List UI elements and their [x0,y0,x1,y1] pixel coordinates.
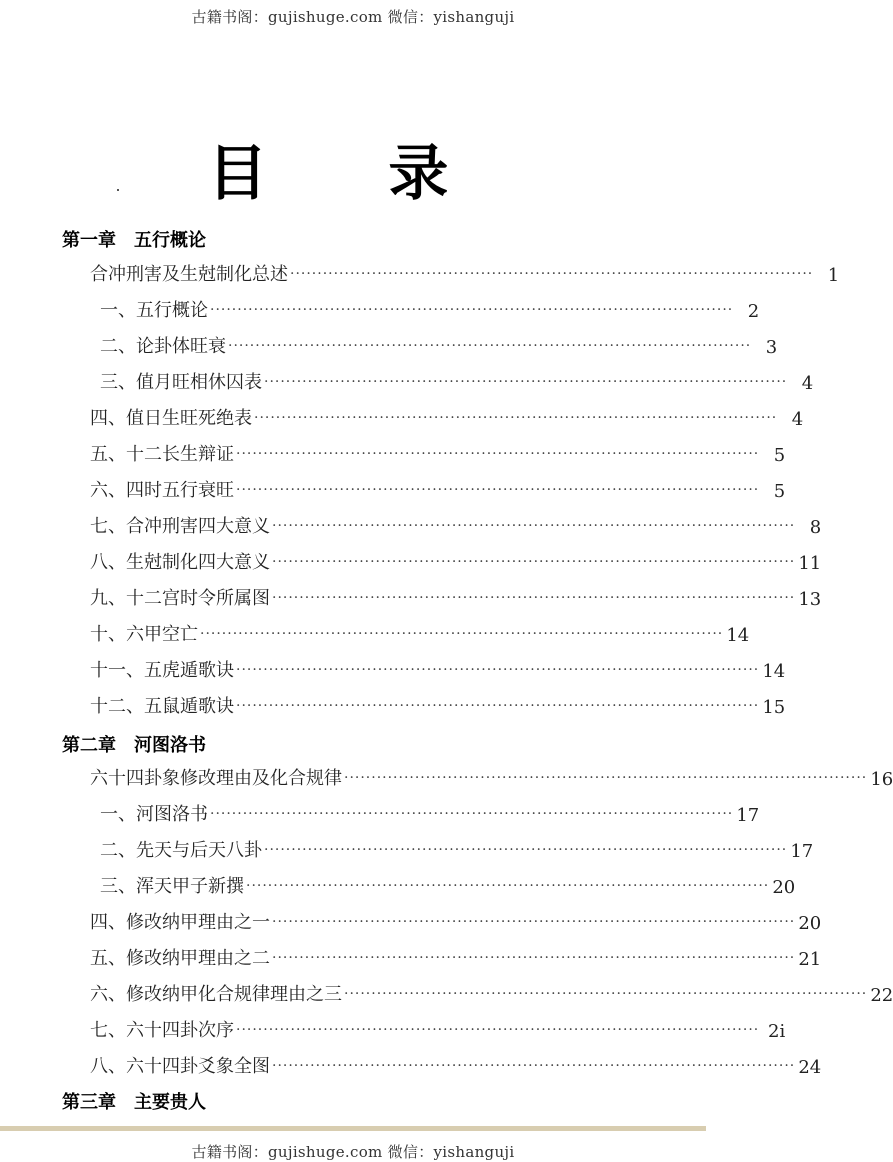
toc-entry-page: 17 [736,805,760,826]
toc-entry-page: 5 [773,445,786,466]
toc-entry[interactable] [90,512,822,538]
footer-divider [0,1126,706,1131]
toc-entry-label: 三、浑天甲子新撰 [100,876,244,897]
dot-leader: ································································································ [236,1022,760,1038]
toc-entry-page: 14 [726,625,750,646]
toc-entry-page: 2 [747,301,760,322]
toc-entry-label: 二、先天与后天八卦 [100,840,262,861]
dot-leader: ································································································ [344,770,868,786]
toc-entry-label: 一、五行概论 [100,300,208,321]
toc-entry-page: 2i [768,1021,786,1042]
dot-leader: ································································································ [272,1058,796,1074]
dot-leader: ································································································ [272,950,796,966]
toc-entry-page: 16 [870,769,893,790]
toc-entry-page: 11 [798,553,822,574]
dot-leader: ································································································ [272,590,796,606]
toc-entry[interactable] [90,1016,786,1042]
toc-entry-page: 20 [772,877,796,898]
toc-entry-label: 四、修改纳甲理由之一 [90,912,270,933]
toc-entry-page: 14 [762,661,786,682]
toc-entry[interactable] [100,368,814,394]
dot-leader: ································································································ [272,518,796,534]
toc-entry-label: 三、值月旺相休囚表 [100,372,262,393]
dot-leader: ································································································ [246,878,770,894]
toc-entry-label: 五、修改纳甲理由之二 [90,948,270,969]
toc-entry[interactable] [90,1052,822,1078]
toc-entry[interactable] [90,656,786,682]
toc-entry-label: 合冲刑害及生尅制化总述 [90,264,288,285]
toc-entry-label: 四、值日生旺死绝表 [90,408,252,429]
toc-entry-page: 4 [791,409,804,430]
dot-leader: ································································································ [200,626,724,642]
dot-leader: ································································································ [254,410,778,426]
toc-entry-page: 3 [765,337,778,358]
toc-entry[interactable] [90,548,822,574]
toc-entry-label: 十、六甲空亡 [90,624,198,645]
toc-entry[interactable] [90,476,786,502]
toc-entry-label: 九、十二宫时令所属图 [90,588,270,609]
toc-entry[interactable] [100,800,760,826]
chapter-3-heading: 第三章 主要贵人 [62,1092,206,1113]
dot-leader: ································································································ [236,482,760,498]
toc-entry[interactable] [100,836,814,862]
dot-leader: ································································································ [264,374,788,390]
dot-leader: ································································································ [236,446,760,462]
toc-entry[interactable] [100,872,796,898]
toc-entry[interactable] [90,404,804,430]
toc-entry-label: 八、六十四卦爻象全图 [90,1056,270,1077]
toc-entry[interactable] [90,584,822,610]
toc-entry[interactable] [90,980,893,1006]
toc-entry-page: 24 [798,1057,822,1078]
toc-entry-label: 十二、五鼠遁歌诀 [90,696,234,717]
toc-entry[interactable] [90,944,822,970]
page-title: 目 录 [207,139,499,209]
toc-entry-label: 八、生尅制化四大意义 [90,552,270,573]
toc-entry-page: 20 [798,913,822,934]
chapter-2-heading: 第二章 河图洛书 [62,735,206,756]
dot-leader: ································································································ [228,338,752,354]
toc-entry-page: 22 [870,985,893,1006]
toc-entry[interactable] [90,692,786,718]
toc-entry[interactable] [90,908,822,934]
toc-entry-label: 七、合冲刑害四大意义 [90,516,270,537]
scan-speck [117,189,119,191]
toc-entry-page: 1 [827,265,840,286]
toc-entry[interactable] [100,332,778,358]
toc-entry[interactable] [90,620,750,646]
dot-leader: ································································································ [236,662,760,678]
dot-leader: ································································································ [236,698,760,714]
chapter-1-heading: 第一章 五行概论 [62,230,206,251]
toc-entry-label: 二、论卦体旺衰 [100,336,226,357]
dot-leader: ································································································ [210,302,734,318]
toc-entry-page: 5 [773,481,786,502]
toc-entry-page: 4 [801,373,814,394]
toc-entry-page: 13 [798,589,822,610]
toc-entry[interactable] [90,440,786,466]
toc-entry[interactable] [90,764,893,790]
toc-entry[interactable] [100,296,760,322]
toc-entry-page: 15 [762,697,786,718]
toc-entry-label: 十一、五虎遁歌诀 [90,660,234,681]
dot-leader: ································································································ [272,914,796,930]
toc-entry-label: 五、十二长生辩证 [90,444,234,465]
toc-entry-label: 一、河图洛书 [100,804,208,825]
toc-entry-page: 8 [809,517,822,538]
toc-entry[interactable] [90,260,840,286]
dot-leader: ································································································ [210,806,734,822]
toc-entry-label: 七、六十四卦次序 [90,1020,234,1041]
toc-entry-label: 六十四卦象修改理由及化合规律 [90,768,342,789]
toc-entry-page: 17 [790,841,814,862]
dot-leader: ································································································ [264,842,788,858]
toc-entry-page: 21 [798,949,822,970]
toc-entry-label: 六、四时五行衰旺 [90,480,234,501]
dot-leader: ································································································ [290,266,814,282]
dot-leader: ································································································ [344,986,868,1002]
watermark-top: 古籍书阁：gujishuge.com 微信：yishanguji [191,8,515,26]
toc-entry-label: 六、修改纳甲化合规律理由之三 [90,984,342,1005]
watermark-bottom: 古籍书阁：gujishuge.com 微信：yishanguji [191,1143,515,1161]
dot-leader: ································································································ [272,554,796,570]
